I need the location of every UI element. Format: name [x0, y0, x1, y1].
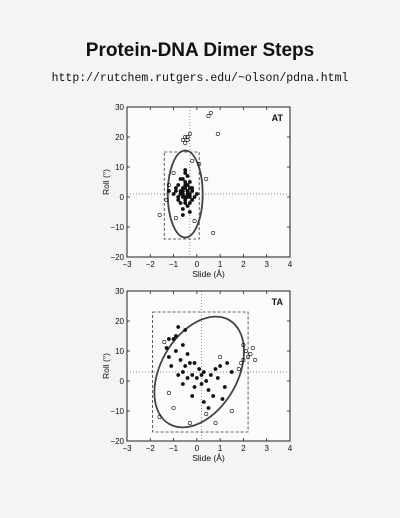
y-tick-label: −20 [110, 253, 124, 262]
data-point-filled [167, 337, 170, 340]
x-tick-label: 0 [194, 444, 200, 453]
x-tick-label: −3 [122, 444, 132, 453]
data-point-filled [181, 370, 184, 373]
x-tick-label: 4 [287, 260, 293, 269]
x-tick-label: 3 [264, 260, 269, 269]
x-tick-label: −1 [169, 444, 179, 453]
data-point-filled [184, 168, 187, 171]
data-point-filled [212, 394, 215, 397]
data-point-filled [188, 361, 191, 364]
data-point-filled [193, 385, 196, 388]
plot-frame [127, 107, 290, 257]
data-point-filled [186, 174, 189, 177]
data-point-filled [188, 180, 191, 183]
data-point-filled [186, 204, 189, 207]
y-tick-label: 0 [119, 377, 124, 386]
data-point-filled [191, 373, 194, 376]
x-tick-label: 1 [217, 260, 223, 269]
chart-at-scatter [0, 100, 400, 300]
data-point-filled [179, 189, 182, 192]
data-point-filled [177, 195, 180, 198]
data-point-filled [214, 367, 217, 370]
data-point-filled [177, 183, 180, 186]
x-tick-label: 4 [287, 444, 293, 453]
panel-label: AT [271, 113, 283, 123]
data-point-filled [191, 189, 194, 192]
data-point-filled [195, 192, 198, 195]
data-point-filled [172, 192, 175, 195]
y-tick-label: 10 [115, 163, 124, 172]
data-point-filled [200, 382, 203, 385]
data-point-filled [230, 370, 233, 373]
data-point-filled [177, 325, 180, 328]
page-title: Protein-DNA Dimer Steps [85, 40, 315, 61]
data-point-filled [174, 349, 177, 352]
data-point-filled [186, 192, 189, 195]
x-tick-label: 2 [241, 260, 246, 269]
data-point-filled [191, 394, 194, 397]
data-point-filled [202, 400, 205, 403]
data-point-filled [202, 370, 205, 373]
y-axis-label: Roll (°) [101, 168, 111, 196]
y-tick-label: 10 [115, 347, 124, 356]
x-axis-label: Slide (Å) [192, 269, 225, 279]
page-url[interactable]: http://rutchem.rutgers.edu/~olson/pdna.html [51, 72, 349, 85]
data-point-filled [186, 352, 189, 355]
data-point-filled [181, 195, 184, 198]
data-point-filled [174, 334, 177, 337]
y-tick-label: 0 [119, 193, 124, 202]
data-point-filled [193, 195, 196, 198]
data-point-filled [179, 177, 182, 180]
data-point-filled [191, 198, 194, 201]
data-point-filled [209, 373, 212, 376]
data-point-filled [186, 376, 189, 379]
data-point-filled [184, 364, 187, 367]
data-point-filled [205, 379, 208, 382]
x-tick-label: 2 [241, 444, 246, 453]
data-point-filled [172, 337, 175, 340]
data-point-filled [174, 186, 177, 189]
data-point-filled [170, 364, 173, 367]
data-point-filled [167, 189, 170, 192]
y-axis-label: Roll (°) [101, 352, 111, 380]
data-point-filled [181, 213, 184, 216]
data-point-filled [177, 373, 180, 376]
data-point-filled [226, 361, 229, 364]
chart-ta-scatter [0, 284, 400, 469]
y-tick-label: 20 [115, 133, 124, 142]
data-point-filled [188, 210, 191, 213]
data-point-filled [167, 355, 170, 358]
data-point-filled [195, 376, 198, 379]
data-point-filled [165, 346, 168, 349]
data-point-filled [184, 328, 187, 331]
data-point-filled [181, 382, 184, 385]
y-tick-label: 20 [115, 317, 124, 326]
x-axis-label: Slide (Å) [192, 453, 225, 463]
y-tick-label: 30 [115, 287, 124, 296]
data-point-filled [207, 406, 210, 409]
data-point-filled [200, 373, 203, 376]
y-tick-label: −20 [110, 437, 124, 446]
y-tick-label: 30 [115, 103, 124, 112]
data-point-filled [216, 376, 219, 379]
data-point-filled [184, 186, 187, 189]
data-point-filled [188, 201, 191, 204]
y-tick-label: −10 [110, 223, 124, 232]
x-tick-label: −2 [145, 444, 155, 453]
data-point-filled [223, 385, 226, 388]
x-tick-label: −2 [145, 260, 155, 269]
y-tick-label: −10 [110, 407, 124, 416]
data-point-filled [219, 364, 222, 367]
x-tick-label: 1 [217, 444, 223, 453]
data-point-filled [186, 183, 189, 186]
data-point-filled [179, 358, 182, 361]
x-tick-label: 3 [264, 444, 269, 453]
data-point-filled [179, 201, 182, 204]
x-tick-label: 0 [194, 260, 200, 269]
data-point-filled [198, 367, 201, 370]
data-point-filled [184, 201, 187, 204]
x-tick-label: −1 [169, 260, 179, 269]
data-point-filled [188, 186, 191, 189]
data-point-filled [207, 388, 210, 391]
data-point-filled [221, 397, 224, 400]
panel-label: TA [271, 297, 283, 307]
x-tick-label: −3 [122, 260, 132, 269]
data-point-filled [181, 207, 184, 210]
data-point-filled [193, 361, 196, 364]
data-point-filled [181, 343, 184, 346]
